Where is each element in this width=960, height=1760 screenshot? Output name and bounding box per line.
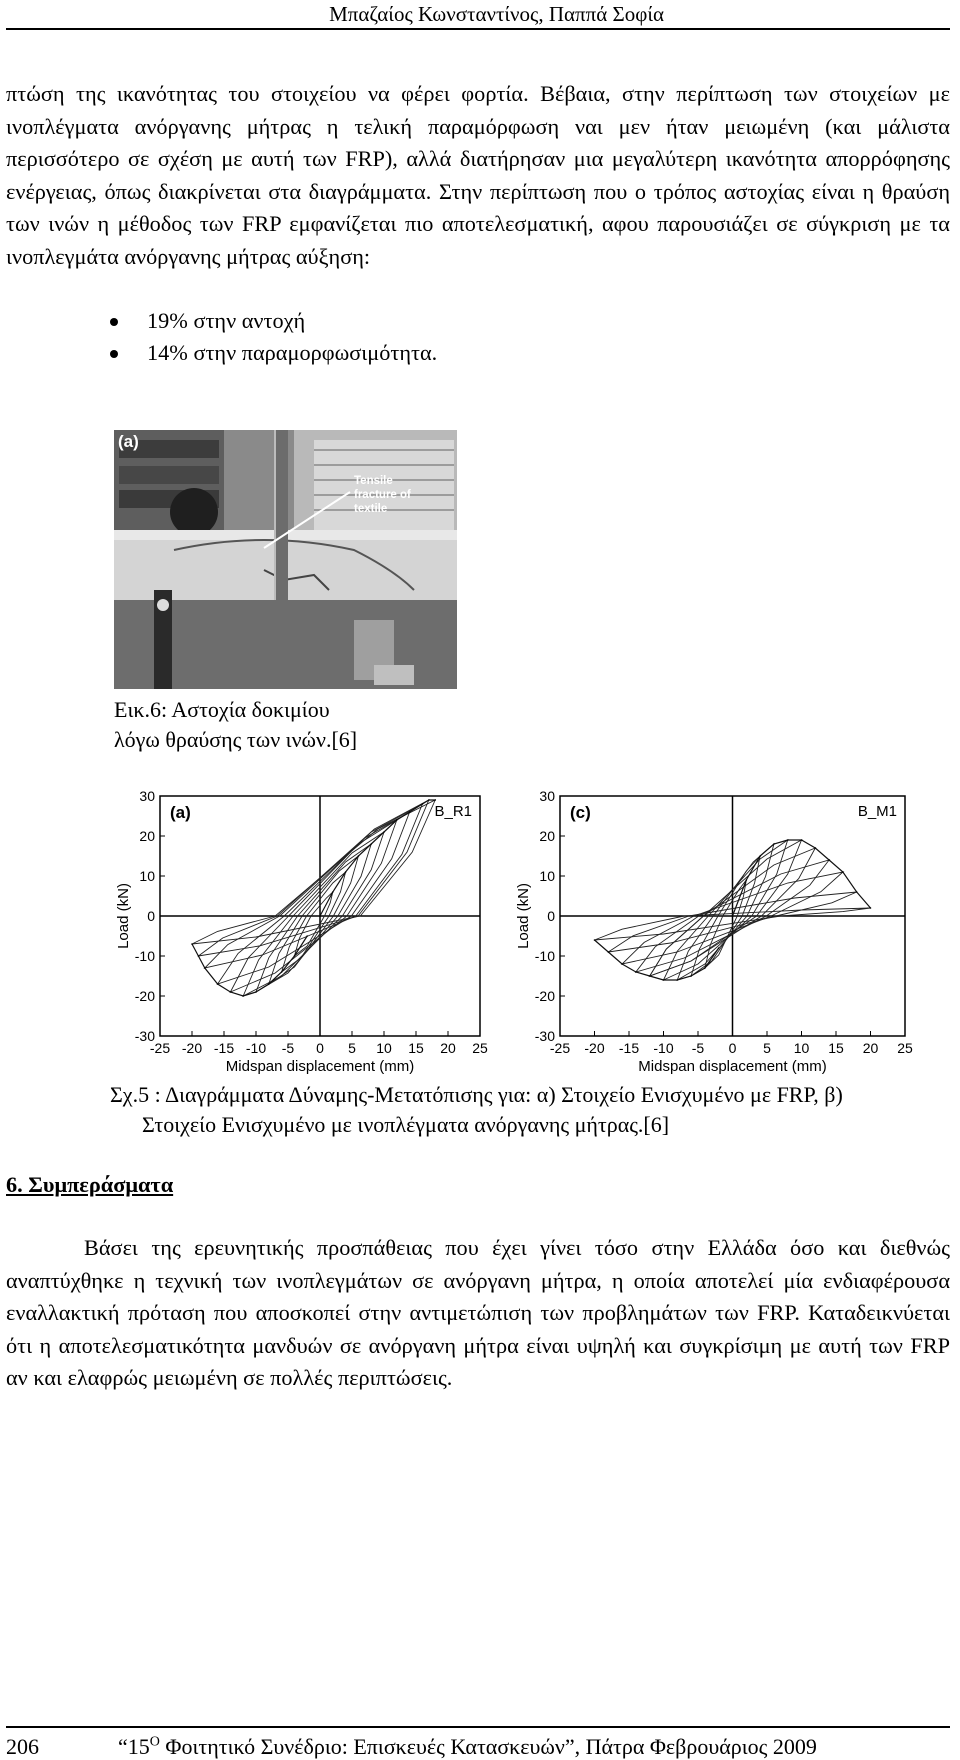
data-point bbox=[815, 847, 817, 849]
photo-caption-line: λόγω θραύσης των ινών.[6] bbox=[114, 727, 358, 752]
data-point bbox=[649, 975, 651, 977]
x-axis-label: Midspan displacement (mm) bbox=[225, 1058, 415, 1075]
x-tick-label: 25 bbox=[472, 1040, 488, 1056]
data-point bbox=[842, 871, 844, 873]
x-tick-label: -25 bbox=[149, 1040, 171, 1056]
data-point bbox=[787, 839, 789, 841]
data-point bbox=[383, 831, 385, 833]
data-point bbox=[663, 979, 665, 981]
x-tick-label: -15 bbox=[213, 1040, 235, 1056]
chart-right bbox=[500, 786, 915, 1074]
x-tick-label: -20 bbox=[181, 1040, 203, 1056]
chart-caption-line: Στοιχείο Ενισχυμένο με ινοπλέγματα ανόργανης μήτρας.[6] bbox=[142, 1112, 670, 1137]
data-point bbox=[281, 971, 283, 973]
data-point bbox=[268, 983, 270, 985]
data-point bbox=[319, 915, 321, 917]
page-header bbox=[0, 0, 960, 30]
header-authors: Μπαζαίος Κωνσταντίνος, Παππά Σοφία bbox=[329, 2, 664, 26]
panel-label: (a) bbox=[170, 803, 191, 822]
data-point bbox=[217, 983, 219, 985]
footer-conference bbox=[118, 1734, 817, 1760]
y-tick-label: -10 bbox=[534, 948, 555, 964]
data-point bbox=[773, 843, 775, 845]
y-tick-label: -20 bbox=[134, 988, 155, 1004]
data-point bbox=[608, 951, 610, 953]
x-tick-label: 10 bbox=[376, 1040, 392, 1056]
specimen-failure-photo bbox=[114, 430, 457, 689]
data-point bbox=[746, 879, 748, 881]
data-point bbox=[422, 803, 424, 805]
data-point bbox=[856, 891, 858, 893]
x-tick-label: -10 bbox=[245, 1040, 267, 1056]
y-axis-label: Load (kN) bbox=[115, 883, 132, 949]
data-point bbox=[191, 943, 193, 945]
specimen-label: B_R1 bbox=[434, 803, 472, 820]
y-tick-label: -10 bbox=[134, 948, 155, 964]
x-tick-label: -15 bbox=[618, 1040, 640, 1056]
data-point bbox=[594, 939, 596, 941]
data-point bbox=[358, 855, 360, 857]
bullet-text: 14% στην παραμορφωσιμότητα. bbox=[147, 340, 438, 365]
specimen-label: B_M1 bbox=[857, 803, 897, 820]
data-point bbox=[345, 871, 347, 873]
data-point bbox=[255, 991, 257, 993]
x-tick-label: 5 bbox=[348, 1040, 356, 1056]
data-point bbox=[677, 979, 679, 981]
bullet-text: 19% στην αντοχή bbox=[147, 308, 306, 333]
footer-suffix: Φοιτητικό Συνέδριο: Επισκευές Κατασκευών”, Πάτρα Φεβρουάριος 2009 bbox=[159, 1734, 817, 1759]
data-point bbox=[759, 855, 761, 857]
photo-annotation-line: Tensile bbox=[354, 475, 393, 487]
y-tick-label: -20 bbox=[534, 988, 555, 1004]
x-tick-label: 25 bbox=[897, 1040, 913, 1056]
y-axis-label: Load (kN) bbox=[515, 883, 532, 949]
x-tick-label: 10 bbox=[793, 1040, 810, 1056]
x-axis-label: Midspan displacement (mm) bbox=[638, 1058, 827, 1075]
y-tick-label: 20 bbox=[139, 828, 155, 844]
chart-caption bbox=[110, 1080, 940, 1140]
x-tick-label: -10 bbox=[653, 1040, 674, 1056]
data-point bbox=[242, 995, 244, 997]
paragraph-results: πτώση της ικανότητας του στοιχείου να φέρει φορτία. Βέβαια, στην περίπτωση των στοιχείων με ινοπλέγματα ανόργανης μήτρας η τελική παραμόρφωση ναι μεν ήταν μειωμένη (και μάλιστα περισσότερο σε σχέση με αυτή των FRP), αλλά διατήρησαν μια μεγαλύτερη ικανότητα απορρόφησης ενέργειας, όπως διακρίνεται στα διαγράμματα. Στην περίπτωση που ο τρόπος αστοχίας είναι η θραύση των ινών η μέθοδος των FRP εμφανίζεται πιο αποτελεσματική, αφου παρουσιάζει σε σύγκριση με τα ινοπλεγμάτα ανόργανης μήτρας αύξηση: bbox=[6, 81, 950, 269]
data-point bbox=[204, 967, 206, 969]
section-title: 6. Συμπεράσματα bbox=[6, 1172, 174, 1197]
x-tick-label: 5 bbox=[763, 1040, 771, 1056]
data-point bbox=[409, 811, 411, 813]
data-point bbox=[294, 955, 296, 957]
y-tick-label: 30 bbox=[139, 788, 155, 804]
data-point bbox=[434, 799, 436, 801]
page-number: 206 bbox=[6, 1734, 39, 1759]
page-footer bbox=[0, 1720, 960, 1758]
x-tick-label: -5 bbox=[691, 1040, 705, 1056]
paragraph-conclusions: Βάσει της ερευνητικής προσπάθειας που έχει γίνει τόσο στην Ελλάδα όσο και διεθνώς αναπτύχθηκε η τεχνική των ινοπλεγμάτων σε ανόργανη μήτρα, η οποία αποτελεί μία ενδιαφέρουσα εναλλακτική πρόταση που αποσκοπεί στην αντιμετώπιση των προβλημάτων των FRP. Καταδεικνύεται ότι η αποτελεσματικότητα μανδυών σε ανόργανη μήτρα είναι υψηλή και συγκρίσιμη με αυτή των FRP αν και ελαφρώς μειωμένη σε πολλές περιπτώσεις. bbox=[6, 1235, 950, 1391]
y-tick-label: 0 bbox=[147, 908, 155, 924]
photo-panel-label: (a) bbox=[118, 432, 139, 451]
y-tick-label: -30 bbox=[534, 1028, 555, 1044]
photo-caption-line: Εικ.6: Αστοχία δοκιμίου bbox=[114, 697, 330, 722]
panel-label: (c) bbox=[570, 803, 591, 822]
header-divider bbox=[6, 28, 950, 30]
x-tick-label: -20 bbox=[584, 1040, 605, 1056]
data-point bbox=[828, 859, 830, 861]
photo-caption bbox=[114, 695, 357, 755]
y-tick-label: 0 bbox=[547, 908, 555, 924]
data-point bbox=[718, 947, 720, 949]
data-point bbox=[870, 907, 872, 909]
y-tick-label: 10 bbox=[539, 868, 555, 884]
data-point bbox=[370, 843, 372, 845]
data-point bbox=[621, 963, 623, 965]
data-point bbox=[230, 991, 232, 993]
footer-superscript: O bbox=[149, 1734, 160, 1750]
data-point bbox=[332, 891, 334, 893]
y-tick-label: 10 bbox=[139, 868, 155, 884]
data-point bbox=[306, 935, 308, 937]
x-tick-label: -25 bbox=[549, 1040, 571, 1056]
footer-divider bbox=[6, 1726, 950, 1728]
x-tick-label: 15 bbox=[828, 1040, 844, 1056]
footer-prefix: “15 bbox=[118, 1734, 150, 1759]
x-tick-label: 15 bbox=[408, 1040, 424, 1056]
chart-left bbox=[112, 786, 488, 1075]
data-point bbox=[690, 975, 692, 977]
data-point bbox=[732, 915, 734, 917]
data-point bbox=[428, 799, 430, 801]
y-tick-label: -30 bbox=[134, 1028, 155, 1044]
x-tick-label: 0 bbox=[728, 1040, 737, 1056]
photo-annotation-line: fracture of bbox=[354, 489, 411, 501]
x-tick-label: 0 bbox=[316, 1040, 324, 1056]
x-tick-label: 20 bbox=[862, 1040, 879, 1056]
y-tick-label: 30 bbox=[539, 788, 555, 804]
chart-caption-line: Σχ.5 : Διαγράμματα Δύναμης-Μετατόπισης για: α) Στοιχείο Ενισχυμένο με FRP, β) bbox=[110, 1082, 843, 1107]
y-tick-label: 20 bbox=[539, 828, 555, 844]
photo-annotation-line: textile bbox=[354, 503, 388, 515]
x-tick-label: -5 bbox=[281, 1040, 295, 1056]
x-tick-label: 20 bbox=[440, 1040, 456, 1056]
data-point bbox=[396, 819, 398, 821]
data-point bbox=[198, 955, 200, 957]
data-point bbox=[635, 971, 637, 973]
data-point bbox=[704, 967, 706, 969]
data-point bbox=[801, 839, 803, 841]
